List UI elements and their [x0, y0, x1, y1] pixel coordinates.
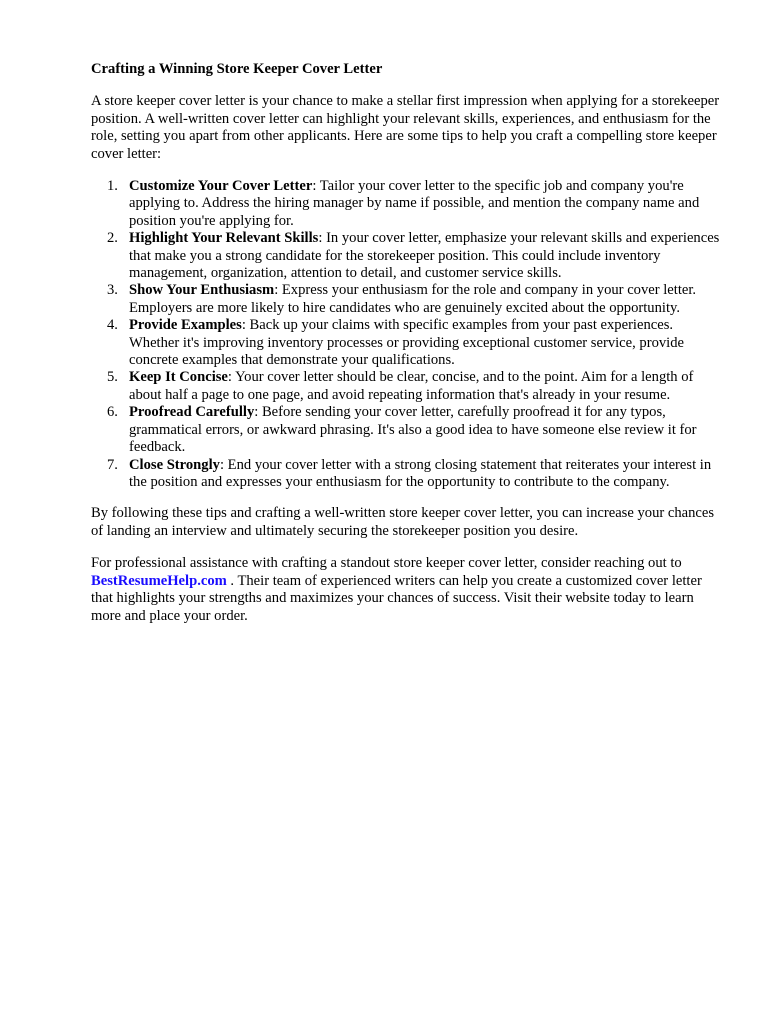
list-item-separator: : [254, 404, 262, 421]
list-item-text: Your cover letter should be clear, concise, and to the point. Aim for a length of about half a page to one page, and avoid repeating information that's already in your resume. [129, 369, 694, 403]
list-item-title: Provide Examples [129, 317, 242, 334]
list-item-text: End your cover letter with a strong closing statement that reiterates your interest in the position and expresses your enthusiasm for the opportunity to contribute to the company. [129, 456, 712, 490]
list-item-number: 2. [107, 230, 118, 247]
list-item [91, 317, 723, 369]
list-item [91, 282, 723, 317]
bestresumehelp-link[interactable]: BestResumeHelp.com [91, 572, 227, 589]
cta-text-after: . Their team of experienced writers can help you create a customized cover letter that highlights your strengths and maximizes your chances of success. Visit their website today to learn more and place your order. [91, 572, 702, 624]
list-item-text: Back up your claims with specific examples from your past experiences. Whether it's improving inventory processes or providing exceptional customer service, provide concrete examples that demonstrate your qualifications. [129, 317, 685, 369]
list-item-text: Express your enthusiasm for the role and company in your cover letter. Employers are more likely to hire candidates who are genuinely excited about the opportunity. [129, 282, 697, 316]
document-title: Crafting a Winning Store Keeper Cover Letter [91, 61, 383, 77]
cta-text-before: For professional assistance with crafting a standout store keeper cover letter, consider reaching out to [91, 555, 682, 572]
list-item-text: Tailor your cover letter to the specific job and company you're applying to. Address the hiring manager by name if possible, and mention the company name and position you're applying for. [129, 178, 700, 229]
list-item-number: 3. [107, 282, 118, 299]
list-item-separator: : [274, 282, 282, 299]
list-item-number: 1. [107, 178, 118, 194]
list-item-separator: : [318, 230, 327, 247]
list-item-title: Highlight Your Relevant Skills [129, 230, 319, 247]
tips-list [91, 178, 723, 491]
list-item-title: Keep It Concise [129, 369, 228, 386]
list-item [91, 178, 723, 230]
conclusion-paragraph: By following these tips and crafting a well-written store keeper cover letter, you can increase your chances of landing an interview and ultimately securing the storekeeper position you desire. [91, 505, 715, 539]
list-item-separator: : [241, 317, 250, 334]
list-item-separator: : [219, 456, 228, 473]
list-item [91, 230, 723, 282]
list-item-number: 6. [107, 404, 118, 421]
list-item-separator: : [227, 369, 236, 386]
list-item-title: Customize Your Cover Letter [129, 178, 313, 194]
list-item-number: 7. [107, 456, 118, 473]
list-item-title: Proofread Carefully [129, 404, 255, 421]
list-item [91, 404, 723, 456]
list-item-text: Before sending your cover letter, carefully proofread it for any typos, grammatical errors, or awkward phrasing. It's also a good idea to have someone else review it for feedback. [129, 404, 697, 456]
list-item-title: Close Strongly [129, 456, 220, 473]
intro-paragraph: A store keeper cover letter is your chance to make a stellar first impression when applying for a storekeeper position. A well-written cover letter can highlight your relevant skills, experiences, and enthusiasm for the role, setting you apart from other applicants. Here are some tips to help you craft a compelling store keeper cover letter: [91, 93, 720, 162]
list-item-separator: : [312, 178, 320, 194]
list-item-number: 4. [107, 317, 118, 334]
list-item-number: 5. [107, 369, 118, 386]
list-item [91, 369, 723, 404]
document-page [91, 60, 723, 640]
list-item-text: In your cover letter, emphasize your relevant skills and experiences that make you a strong candidate for the storekeeper position. This could include inventory management, organization, attention to detail, and customer service skills. [129, 230, 720, 282]
cta-paragraph [91, 555, 723, 625]
list-item [91, 457, 723, 492]
list-item-title: Show Your Enthusiasm [129, 282, 275, 299]
